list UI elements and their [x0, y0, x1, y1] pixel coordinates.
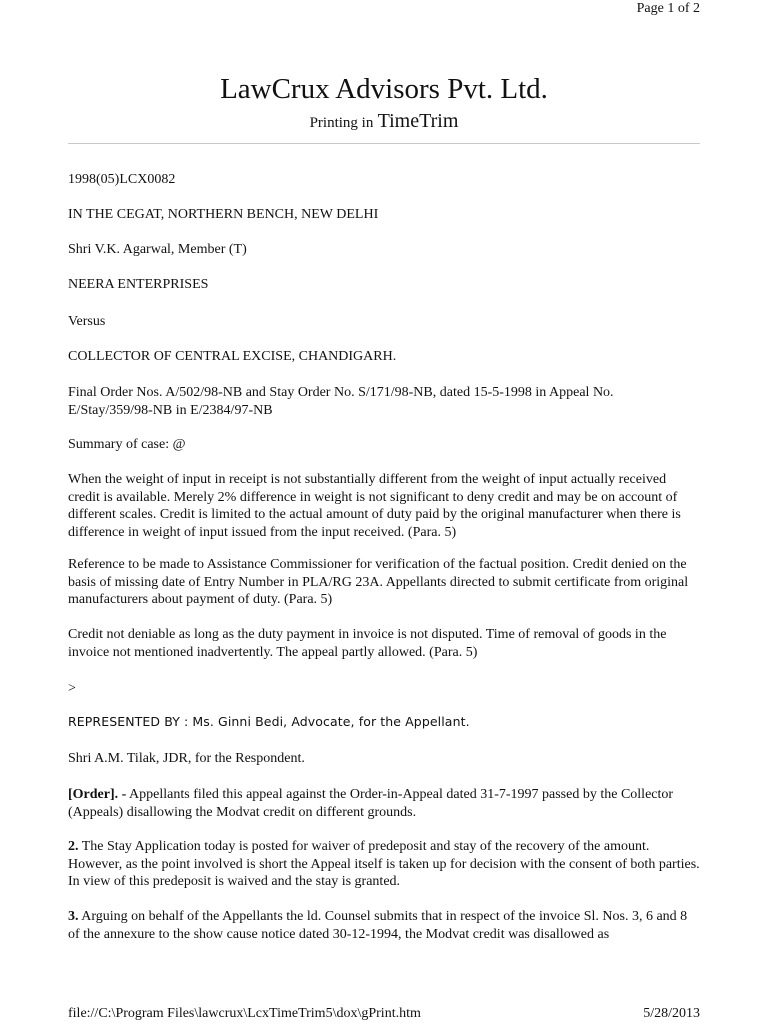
paragraph-3 [68, 908, 700, 943]
printing-brand: TimeTrim [377, 110, 459, 132]
summary-paragraph-2: Reference to be made to Assistance Commissioner for verification of the factual position. Credit denied on the basis of missing date of Entry Number in PLA/RG 23A. Appellants directed to submit certificate from original manufacturers about payment of duty. (Para. 5) [68, 557, 689, 607]
versus-label: Versus [68, 314, 106, 329]
summary-paragraph-1: When the weight of input in receipt is not substantially different from the weight of input actually received credit is available. Merely 2% difference in weight is not significant to deny credit and may be on account of different scales. Credit is limited to the actual amount of duty paid by the original manufacturer when there is difference in weight of input issued from the input received. (Para. 5) [68, 472, 681, 540]
header-divider [68, 143, 700, 144]
paragraph-3-text: Arguing on behalf of the Appellants the ld. Counsel submits that in respect of the invoice Sl. Nos. 3, 6 and 8 of the annexure to the show cause notice dated 30-12-1994, the Modvat credit was disallowed as [68, 909, 688, 942]
citation: 1998(05)LCX0082 [68, 172, 176, 187]
appellant-party: NEERA ENTERPRISES [68, 277, 209, 292]
paragraph-2 [68, 838, 700, 891]
paragraph-2-number: 2. [68, 839, 79, 854]
footer-date: 5/28/2013 [643, 1006, 700, 1021]
paragraph-3-number: 3. [68, 909, 79, 924]
summary-label: Summary of case: @ [68, 437, 186, 452]
footer-file-path: file://C:\Program Files\lawcrux\LcxTimeTrim5\dox\gPrint.htm [68, 1006, 421, 1021]
represented-by: REPRESENTED BY : Ms. Ginni Bedi, Advocate, for the Appellant. [68, 714, 470, 729]
summary-paragraph-3: Credit not deniable as long as the duty payment in invoice is not disputed. Time of removal of goods in the invoice not mentioned inadvertently. The appeal partly allowed. (Para. 5) [68, 627, 667, 660]
paragraph-2-text: The Stay Application today is posted for waiver of predeposit and stay of the recovery of the amount. However, as the point involved is short the Appeal itself is taken up for decision with the consent of both parties. In view of this predeposit is waived and the stay is granted. [68, 839, 700, 889]
order-label: [Order]. - [68, 787, 127, 802]
page-number: Page 1 of 2 [636, 1, 700, 16]
printing-subtitle [0, 110, 768, 133]
printing-prefix: Printing in [309, 115, 374, 131]
company-title: LawCrux Advisors Pvt. Ltd. [220, 73, 548, 105]
court-name: IN THE CEGAT, NORTHERN BENCH, NEW DELHI [68, 207, 379, 222]
section-marker: > [68, 681, 76, 696]
order-reference: Final Order Nos. A/502/98-NB and Stay Order No. S/171/98-NB, dated 15-5-1998 in Appeal No. E/Stay/359/98-NB in E/2384/97-NB [68, 385, 614, 418]
order-paragraph [68, 786, 700, 821]
bench-member: Shri V.K. Agarwal, Member (T) [68, 242, 247, 257]
respondent-representative: Shri A.M. Tilak, JDR, for the Respondent. [68, 751, 305, 766]
respondent-party: COLLECTOR OF CENTRAL EXCISE, CHANDIGARH. [68, 349, 397, 364]
order-text: Appellants filed this appeal against the Order-in-Appeal dated 31-7-1997 passed by the Collector (Appeals) disallowing the Modvat credit on different grounds. [68, 787, 674, 820]
